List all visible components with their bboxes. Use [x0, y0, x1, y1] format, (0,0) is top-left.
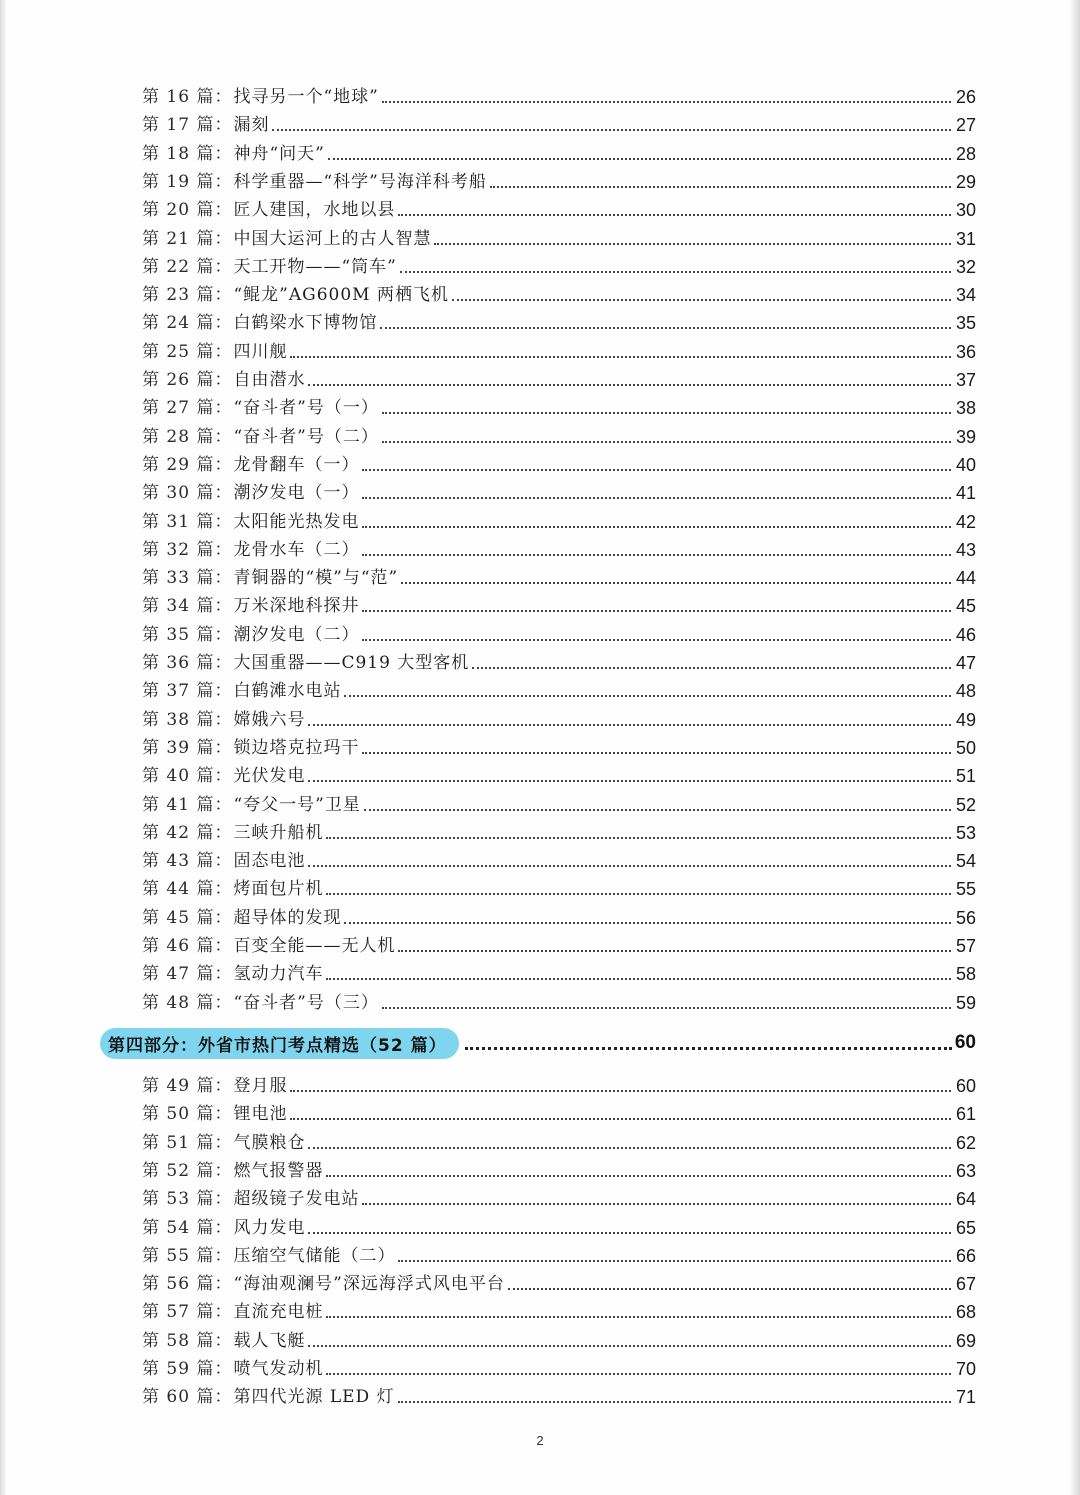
toc-entry-number: 第 47 篇	[142, 964, 215, 985]
toc-entry-title: 风力发电	[233, 1217, 306, 1238]
toc-entry-number: 第 22 篇	[142, 256, 215, 277]
dot-leader	[344, 695, 951, 697]
dot-leader	[400, 271, 951, 273]
toc-entry-separator: ：	[214, 737, 232, 758]
toc-entry[interactable]	[142, 1269, 976, 1295]
toc-entry-page: 55	[955, 879, 976, 900]
toc-entry-page: 60	[955, 1076, 976, 1096]
toc-entry-title: 神舟“问天”	[233, 143, 325, 164]
dot-leader	[398, 950, 951, 952]
toc-entry-number: 第 49 篇	[142, 1076, 215, 1096]
toc-entry-separator: ：	[214, 285, 232, 306]
toc-entry-title: 漏刻	[233, 115, 270, 136]
toc-entry-page: 57	[955, 936, 976, 956]
toc-entry-title: 嫦娥六号	[233, 709, 306, 730]
toc-entry-number: 第 33 篇	[142, 568, 215, 589]
toc-entry-separator: ：	[214, 539, 232, 560]
toc-entry-number: 第 48 篇	[142, 992, 215, 1013]
toc-entry[interactable]	[142, 139, 976, 165]
toc-entry[interactable]	[142, 988, 976, 1014]
toc-entry-separator: ：	[214, 200, 232, 221]
toc-entry-separator: ：	[214, 1359, 232, 1379]
toc-entry-title: 超导体的发现	[233, 907, 342, 928]
toc-entry-title: 烤面包片机	[233, 879, 324, 900]
toc-entry-page: 68	[955, 1302, 976, 1323]
toc-entry-separator: ：	[214, 1330, 232, 1351]
toc-entry-separator: ：	[214, 454, 232, 475]
toc-entry-number: 第 53 篇	[142, 1189, 215, 1210]
toc-entry-separator: ：	[214, 313, 232, 334]
toc-entry-separator: ：	[214, 398, 232, 419]
toc-entry[interactable]	[142, 733, 976, 759]
toc-entry[interactable]	[142, 167, 976, 193]
toc-entry-page: 51	[955, 766, 976, 787]
dot-leader	[362, 610, 951, 612]
toc-entry-title: 光伏发电	[233, 766, 306, 787]
dot-leader	[382, 412, 951, 414]
toc-entry-number: 第 18 篇	[142, 143, 215, 164]
dot-leader	[290, 1090, 951, 1092]
toc-entry-title: 固态电池	[233, 851, 306, 872]
toc-entry-title: “奋斗者”号（三）	[233, 992, 379, 1013]
toc-entry-separator: ：	[214, 483, 232, 504]
toc-entry-separator: ：	[214, 709, 232, 730]
toc-entry-page: 36	[955, 341, 976, 362]
toc-entry-title: 载人飞艇	[233, 1330, 306, 1351]
toc-entry-page: 32	[955, 256, 976, 277]
toc-entry-number: 第 39 篇	[142, 737, 215, 758]
toc-entry-page: 66	[955, 1245, 976, 1266]
dot-leader	[398, 1401, 951, 1403]
toc-entry-title: 中国大运河上的古人智慧	[233, 228, 432, 249]
toc-entry-title: 三峡升船机	[233, 822, 324, 843]
page-number: 2	[536, 1433, 544, 1448]
dot-leader	[364, 809, 951, 811]
toc-entry-title: 龙骨水车（二）	[233, 539, 360, 560]
toc-entry-page: 48	[955, 681, 976, 702]
toc-entry-page: 45	[955, 596, 976, 617]
toc-entry-number: 第 52 篇	[142, 1160, 215, 1181]
toc-entry-page: 64	[955, 1189, 976, 1210]
toc-entry-number: 第 21 篇	[142, 228, 215, 249]
dot-leader	[326, 978, 951, 980]
toc-entry-title: 龙骨翻车（一）	[233, 454, 360, 475]
toc-entry-separator: ：	[214, 596, 232, 617]
toc-entry-number: 第 41 篇	[142, 794, 215, 815]
toc-entry-title: 锂电池	[233, 1104, 288, 1125]
toc-entry-number: 第 54 篇	[142, 1217, 215, 1238]
toc-entry-separator: ：	[214, 879, 232, 900]
dot-leader	[272, 129, 951, 131]
toc-entry[interactable]	[142, 1128, 976, 1154]
toc-entry-separator: ：	[214, 1104, 232, 1125]
dot-leader	[508, 1288, 951, 1290]
toc-entry[interactable]	[142, 591, 976, 617]
toc-entry-separator: ：	[214, 171, 232, 192]
dot-leader	[328, 158, 951, 160]
dot-leader	[308, 1232, 951, 1234]
dot-leader	[362, 554, 951, 556]
toc-entry-separator: ：	[214, 822, 232, 843]
toc-entry-page: 52	[955, 794, 976, 815]
toc-entry[interactable]	[142, 563, 976, 589]
toc-entry-page: 70	[955, 1359, 976, 1379]
dot-leader	[452, 299, 951, 301]
toc-entry-number: 第 16 篇	[142, 87, 215, 107]
toc-entry-separator: ：	[214, 426, 232, 447]
dot-leader	[472, 667, 951, 669]
toc-entry-title: 白鹤梁水下博物馆	[233, 313, 378, 334]
toc-entry[interactable]	[142, 393, 976, 419]
toc-entry-page: 29	[955, 171, 976, 192]
toc-entry-number: 第 34 篇	[142, 596, 215, 617]
toc-entry-separator: ：	[214, 370, 232, 390]
toc-entry-number: 第 43 篇	[142, 851, 215, 872]
toc-entry-separator: ：	[214, 228, 232, 249]
toc-entry-title: 天工开物——“筒车”	[233, 256, 397, 277]
section-page-number: 60	[954, 1032, 976, 1053]
toc-entry-title: 压缩空气储能（二）	[233, 1245, 396, 1266]
toc-entry-page: 53	[955, 822, 976, 843]
dot-leader	[490, 186, 951, 188]
toc-entry-page: 28	[955, 143, 976, 164]
toc-entry[interactable]	[142, 818, 976, 844]
toc-entry-title: 直流充电桩	[233, 1302, 324, 1323]
dot-leader	[382, 1007, 951, 1009]
toc-entry-separator: ：	[214, 936, 232, 956]
toc-entry-page: 34	[955, 285, 976, 306]
toc-entry-separator: ：	[214, 794, 232, 815]
toc-entry-separator: ：	[214, 907, 232, 928]
toc-entry[interactable]	[142, 422, 976, 448]
toc-entry-number: 第 44 篇	[142, 879, 215, 900]
toc-entry-number: 第 40 篇	[142, 766, 215, 787]
toc-entry[interactable]	[142, 1184, 976, 1210]
toc-entry-number: 第 35 篇	[142, 624, 215, 645]
toc-entry-page: 41	[955, 483, 976, 504]
toc-entry-page: 54	[955, 851, 976, 872]
toc-entry-number: 第 51 篇	[142, 1132, 215, 1153]
toc-entry[interactable]	[142, 337, 976, 363]
toc-entry[interactable]	[142, 365, 976, 391]
toc-entry-separator: ：	[214, 87, 232, 107]
toc-entry-separator: ：	[214, 1076, 232, 1096]
toc-entry-number: 第 17 篇	[142, 115, 215, 136]
dot-leader	[290, 1118, 951, 1120]
toc-entry-page: 59	[955, 992, 976, 1013]
toc-entry-title: 气膜粮仓	[233, 1132, 306, 1153]
toc-entry-number: 第 37 篇	[142, 681, 215, 702]
toc-entry-page: 42	[955, 511, 976, 532]
toc-entry-number: 第 25 篇	[142, 341, 215, 362]
toc-entry-separator: ：	[214, 681, 232, 702]
toc-entry-separator: ：	[214, 511, 232, 532]
toc-entry[interactable]	[142, 308, 976, 334]
dot-leader	[308, 1345, 951, 1347]
toc-entry-number: 第 23 篇	[142, 285, 215, 306]
dot-leader	[465, 1047, 952, 1050]
dot-leader	[308, 724, 951, 726]
toc-entry-number: 第 30 篇	[142, 483, 215, 504]
toc-entry-number: 第 20 篇	[142, 200, 215, 221]
section-heading: 第四部分：外省市热门考点精选（52 篇）	[100, 1028, 459, 1059]
toc-entry-separator: ：	[214, 1245, 232, 1266]
toc-entry[interactable]	[142, 1213, 976, 1239]
toc-entry-page: 69	[955, 1330, 976, 1351]
toc-entry-title: 太阳能光热发电	[233, 511, 360, 532]
toc-entry-separator: ：	[214, 115, 232, 136]
toc-entry[interactable]	[142, 620, 976, 646]
toc-entry-number: 第 19 篇	[142, 171, 215, 192]
toc-entry-separator: ：	[214, 568, 232, 589]
toc-entry-title: “夸父一号”卫星	[233, 794, 361, 815]
dot-leader	[362, 497, 951, 499]
toc-entry[interactable]	[142, 648, 976, 674]
dot-leader	[362, 1203, 951, 1205]
toc-entry[interactable]	[142, 846, 976, 872]
toc-entry[interactable]	[142, 874, 976, 900]
toc-entry-number: 第 55 篇	[142, 1245, 215, 1266]
toc-entry-page: 50	[955, 737, 976, 758]
toc-entry[interactable]	[142, 280, 976, 306]
toc-entry-title: 登月服	[233, 1076, 288, 1096]
toc-entry-separator: ：	[214, 1387, 232, 1408]
toc-entry-title: 找寻另一个“地球”	[233, 87, 379, 107]
toc-entry-separator: ：	[214, 1274, 232, 1295]
toc-entry-number: 第 56 篇	[142, 1274, 215, 1295]
dot-leader	[362, 752, 951, 754]
dot-leader	[326, 1373, 951, 1375]
toc-entry-number: 第 59 篇	[142, 1359, 215, 1379]
toc-entry-title: 潮汐发电（二）	[233, 624, 360, 645]
dot-leader	[362, 639, 951, 641]
dot-leader	[380, 327, 951, 329]
toc-entry[interactable]	[142, 1156, 976, 1182]
toc-entry-separator: ：	[214, 1217, 232, 1238]
toc-entry-title: 科学重器—“科学”号海洋科考船	[233, 171, 487, 192]
dot-leader	[382, 101, 951, 103]
toc-entry-page: 47	[955, 653, 976, 673]
dot-leader	[290, 356, 951, 358]
toc-entry[interactable]	[142, 903, 976, 929]
toc-entry[interactable]	[142, 761, 976, 787]
toc-entry[interactable]	[142, 676, 976, 702]
toc-entry-page: 65	[955, 1217, 976, 1238]
dot-leader	[308, 1147, 951, 1149]
toc-entry-page: 61	[955, 1104, 976, 1125]
toc-entry-page: 30	[955, 200, 976, 221]
toc-entry-title: 锁边塔克拉玛干	[233, 737, 360, 758]
dot-leader	[398, 1260, 951, 1262]
toc-entry-page: 71	[955, 1387, 976, 1408]
dot-leader	[308, 780, 951, 782]
toc-entry[interactable]	[142, 450, 976, 476]
toc-entry-separator: ：	[214, 1160, 232, 1181]
page-edge-left	[0, 0, 6, 1495]
section-heading-row	[100, 1027, 976, 1059]
toc-entry-number: 第 36 篇	[142, 653, 215, 673]
toc-entry-separator: ：	[214, 624, 232, 645]
toc-entry-number: 第 28 篇	[142, 426, 215, 447]
toc-entry-title: “奋斗者”号（一）	[233, 398, 379, 419]
toc-entry-title: 自由潜水	[233, 370, 306, 390]
toc-entry[interactable]	[142, 931, 976, 957]
toc-entry[interactable]	[142, 535, 976, 561]
toc-entry-separator: ：	[214, 992, 232, 1013]
toc-entry[interactable]	[142, 1326, 976, 1352]
toc-entry[interactable]	[142, 478, 976, 504]
toc-entry[interactable]	[142, 705, 976, 731]
dot-leader	[326, 837, 951, 839]
dot-leader	[308, 865, 951, 867]
toc-entry-number: 第 50 篇	[142, 1104, 215, 1125]
dot-leader	[401, 582, 951, 584]
toc-entry[interactable]	[142, 1354, 976, 1380]
toc-entry-number: 第 24 篇	[142, 313, 215, 334]
toc-entry-page: 44	[955, 568, 976, 589]
toc-entry-separator: ：	[214, 1189, 232, 1210]
dot-leader	[326, 893, 951, 895]
dot-leader	[382, 441, 951, 443]
dot-leader	[344, 922, 951, 924]
toc-entry-page: 37	[955, 370, 976, 390]
toc-entry-title: 超级镜子发电站	[233, 1189, 360, 1210]
toc-entry-title: “鲲龙”AG600M 两栖飞机	[233, 285, 449, 306]
dot-leader	[362, 469, 951, 471]
toc-entry-page: 27	[955, 115, 976, 136]
toc-entry[interactable]	[142, 1071, 976, 1097]
dot-leader	[308, 384, 951, 386]
toc-entry-page: 31	[955, 228, 976, 249]
toc-entry-title: “奋斗者”号（二）	[233, 426, 379, 447]
toc-entry-page: 63	[955, 1160, 976, 1181]
toc-entry-page: 38	[955, 398, 976, 419]
toc-entry-title: 白鹤滩水电站	[233, 681, 342, 702]
toc-entry-title: 氢动力汽车	[233, 964, 324, 985]
toc-entry-separator: ：	[214, 256, 232, 277]
toc-entry[interactable]	[142, 110, 976, 136]
page-edge-right	[1070, 0, 1080, 1495]
toc-entry[interactable]	[142, 790, 976, 816]
toc-entry-page: 26	[955, 87, 976, 107]
toc-entry-page: 62	[955, 1132, 976, 1153]
toc-entry[interactable]	[142, 82, 976, 108]
toc-entry-page: 40	[955, 454, 976, 475]
toc-entry-page: 43	[955, 539, 976, 560]
toc-entry[interactable]	[142, 195, 976, 221]
toc-entry-number: 第 42 篇	[142, 822, 215, 843]
dot-leader	[326, 1175, 951, 1177]
toc-entry-separator: ：	[214, 143, 232, 164]
toc-entry-title: 第四代光源 LED 灯	[233, 1387, 395, 1408]
toc-entry[interactable]	[142, 224, 976, 250]
toc-entry-separator: ：	[214, 766, 232, 787]
dot-leader	[326, 1316, 951, 1318]
toc-entry[interactable]	[142, 1099, 976, 1125]
toc-entry-separator: ：	[214, 341, 232, 362]
toc-entry-title: 燃气报警器	[233, 1160, 324, 1181]
toc-entry-page: 46	[955, 624, 976, 645]
toc-entry-separator: ：	[214, 851, 232, 872]
toc-entry-separator: ：	[214, 964, 232, 985]
toc-entry-title: “海油观澜号”深远海浮式风电平台	[233, 1274, 505, 1295]
toc-entry-number: 第 31 篇	[142, 511, 215, 532]
toc-entry-title: 四川舰	[233, 341, 288, 362]
dot-leader	[362, 526, 951, 528]
toc-entry-title: 大国重器——C919 大型客机	[233, 653, 470, 673]
toc-entry-number: 第 60 篇	[142, 1387, 215, 1408]
toc-entry-number: 第 46 篇	[142, 936, 215, 956]
toc-entry-title: 青铜器的“模”与“范”	[233, 568, 399, 589]
dot-leader	[398, 214, 951, 216]
toc-entry-title: 喷气发动机	[233, 1359, 324, 1379]
toc-entry[interactable]	[142, 1382, 976, 1408]
toc-entry[interactable]	[142, 1297, 976, 1323]
dot-leader	[434, 243, 951, 245]
toc-entry-number: 第 58 篇	[142, 1330, 215, 1351]
toc-entry-number: 第 57 篇	[142, 1302, 215, 1323]
toc-entry-page: 39	[955, 426, 976, 447]
toc-entry-title: 匠人建国，水地以县	[233, 200, 396, 221]
toc-entry-page: 35	[955, 313, 976, 334]
toc-entry-number: 第 27 篇	[142, 398, 215, 419]
toc-entry-number: 第 38 篇	[142, 709, 215, 730]
toc-entry-page: 49	[955, 709, 976, 730]
toc-entry-separator: ：	[214, 1132, 232, 1153]
toc-entry-title: 万米深地科探井	[233, 596, 360, 617]
toc-entry-separator: ：	[214, 1302, 232, 1323]
toc-entry-number: 第 29 篇	[142, 454, 215, 475]
toc-entry-page: 56	[955, 907, 976, 928]
toc-entry[interactable]	[142, 1241, 976, 1267]
toc-entry[interactable]	[142, 959, 976, 985]
toc-entry-number: 第 26 篇	[142, 370, 215, 390]
toc-entry-page: 58	[955, 964, 976, 985]
toc-entry[interactable]	[142, 507, 976, 533]
toc-entry[interactable]	[142, 252, 976, 278]
toc-entry-separator: ：	[214, 653, 232, 673]
toc-entry-title: 潮汐发电（一）	[233, 483, 360, 504]
toc-entry-page: 67	[955, 1274, 976, 1295]
toc-entry-number: 第 45 篇	[142, 907, 215, 928]
toc-entry-number: 第 32 篇	[142, 539, 215, 560]
toc-entry-title: 百变全能——无人机	[233, 936, 396, 956]
